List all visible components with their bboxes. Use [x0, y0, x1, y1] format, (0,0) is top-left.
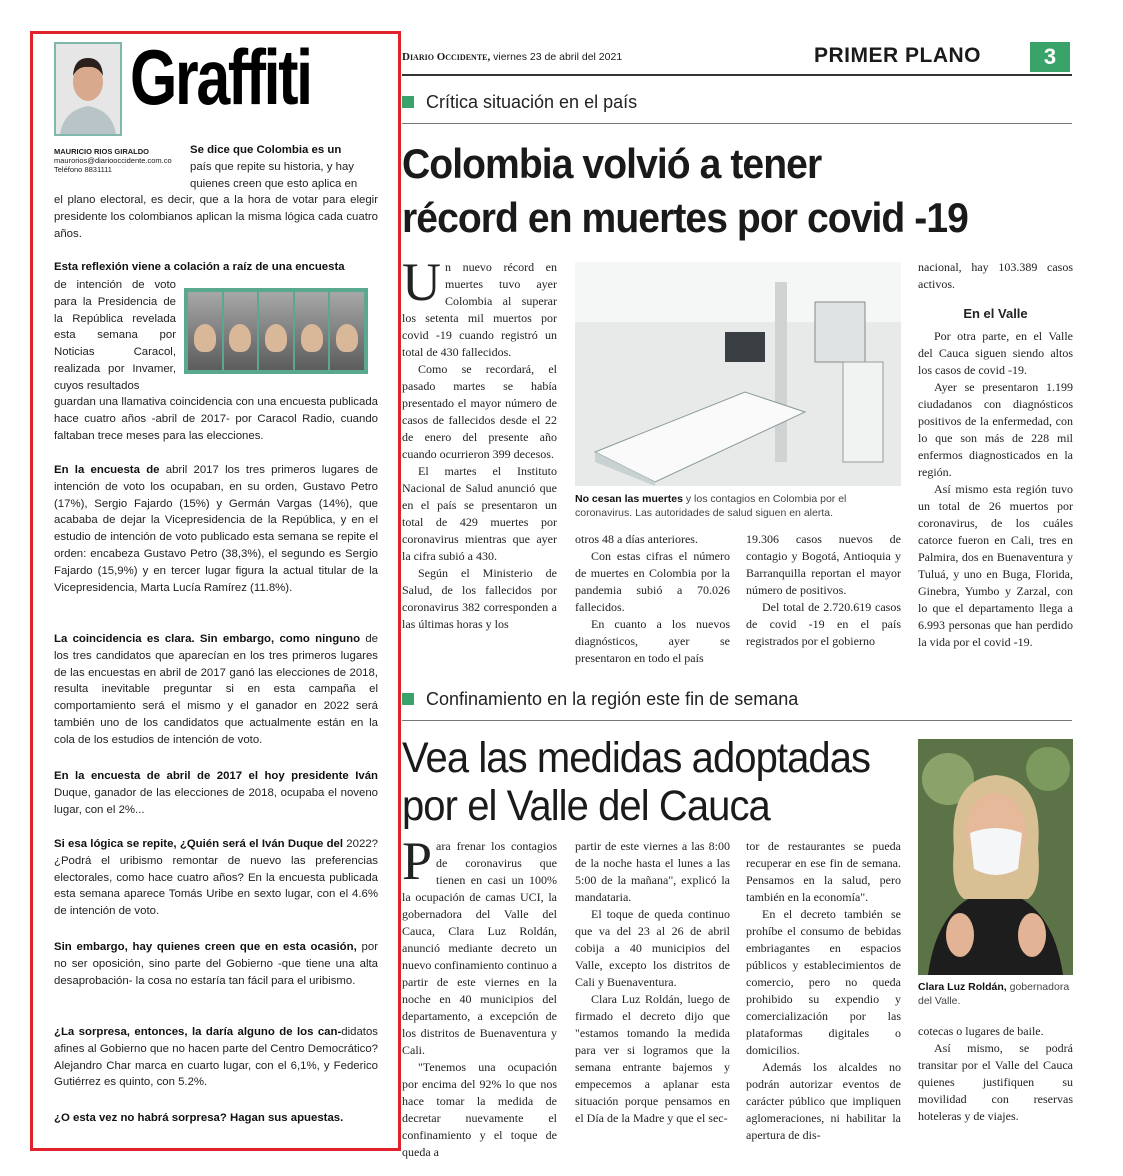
candidates-photo-strip: [184, 288, 368, 374]
story2-kicker: Confinamiento en la región este fin de semana: [402, 689, 798, 710]
story2-column-3: tor de restaurantes se pueda recuperar en ese fin de semana. Pensamos en la salud, pero también en la economía". En el decreto también se prohíbe el consumo de bebidas embriagantes en espacios públicos y establecimientos de comercio, pero no queda prohibido su expendio y comercialización por las plataformas digitales o domicilios. Además los alcaldes no podrán autorizar eventos de carácter público que impliquen aglomeraciones, ni habilitar la apertura de dis-: [746, 839, 901, 1142]
author-phone: Teléfono 8831111: [54, 165, 112, 174]
candidate-photo: [295, 292, 329, 370]
story2-column-1: Para frenar los contagios de coronavirus que tienen en casi un 100% la ocupación de camas UCI, la gobernadora del Valle del Cauca, Clara Luz Roldán, anunció mediante decreto un nuevo confinamiento continuo a partir de este viernes en la noche en 40 municipios del departamento, a excepción de los distritos de Buenaventura y Cali. "Tenemos una ocupación por encima del 92% lo que nos hace tomar la medida de decretar nuevamente el confinamiento y el toque de queda a: [402, 831, 557, 1159]
dropcap: P: [402, 831, 433, 891]
author-info: [54, 147, 184, 174]
photo-caption-2: Clara Luz Roldán, gobernadora del Valle.: [918, 981, 1070, 1007]
story2-column-2: partir de este viernes a las 8:00 de la noche hasta el lunes a las 5:00 de la mañana", explicó la mandataria. El toque de queda continuo que va del 23 al 26 de abril cobija a 40 municipios del Valle, excepto los distritos de Cali y Buenaventura. Clara Luz Roldán, luego de firmado el decreto dijo que "estamos tomando la medida para ver si logramos que la semana entrante bajemos y empecemos a aplanar esta situación porque pensamos en el Día de la Madre y que el sec-: [575, 839, 730, 1125]
story1-column-2: otros 48 a días anteriores. Con estas cifras el número de muertes en Colombia por la pandemia subió a 70.026 fallecidos. En cuanto a los nuevos diagnósticos, ayer se presentaron en todo el país: [575, 532, 730, 665]
section-label: PRIMER PLANO: [814, 44, 982, 67]
columnist-portrait: [54, 42, 122, 136]
story1-column-1: Un nuevo récord en muertes tuvo ayer Colombia al superar los setenta mil muertos por covid -19 cuando registró un total de 430 fallecidos. Como se recordará, el pasado martes se había presentado el mayor número de casos de fallecidos desde el 22 de enero del presente año cuando ocurrieron 399 decesos. El martes el Instituto Nacional de Salud anunció que en el país se presentaron un total de 429 muertes por coronavirus mientras que ayer la cifra subió a 430. Según el Ministerio de Salud, de los fallecidos por coronavirus 382 corresponden a las últimas horas y los: [402, 252, 557, 631]
kicker-rule: [402, 720, 1072, 721]
graffiti-paragraph-8: ¿La sorpresa, entonces, la daría alguno de los can-didatos afines al Gobierno que no hacen parte del Centro Democrático? Alejandro Char marca en cuarto lugar, con el 6,1%, y Federico Gutiérrez es quinto, con 5.2%.: [54, 1026, 378, 1089]
graffiti-paragraph-2-wrap: de intención de voto para la Presidencia de la República revelada esta semana por Noticias Caracol, realizada por Invamer, cuyos resultados: [54, 279, 176, 392]
kicker-rule: [402, 123, 1072, 124]
photo-caption-1: No cesan las muertes y los contagios en Colombia por el coronavirus. Las autoridades de salud siguen en alerta.: [575, 493, 847, 519]
candidate-photo: [330, 292, 364, 370]
column-title: Graffiti: [130, 33, 311, 121]
masthead: [402, 51, 622, 63]
graffiti-closing: ¿O esta vez no habrá sorpresa? Hagan sus apuestas.: [54, 1112, 344, 1124]
graffiti-paragraph-1-end: el plano electoral, es decir, que a la hora de votar para elegir presidente los colombianos aplican la misma lógica cada cuatro años.: [54, 194, 378, 240]
story1-column-4: nacional, hay 103.389 casos activos. En el Valle Por otra parte, en el Valle del Cauca siguen siendo altos los casos de covid -19. Ayer se presentaron 1.199 ciudadanos con diagnósticos positivos de la enfermedad, con lo que son más de 228 mil enfermos diagnosticados en la región. Así mismo esta región tuvo un total de 26 muertos por coronavirus, de los cuáles catorce fueron en Cali, tres en Palmira, dos en Buenaventura y Tuluá, y uno en Buga, Florida, Ginebra, Yumbo y Zarzal, con lo que el departamento llega a 6.993 personas que han perdido la vida por el covid -19.: [918, 260, 1073, 649]
issue-date: viernes 23 de abril del 2021: [490, 51, 623, 63]
candidate-photo: [188, 292, 222, 370]
graffiti-paragraph-4: La coincidencia es clara. Sin embargo, como ninguno de los tres candidatos que aparecían en los tres primeros lugares de las encuestas en abril de 2017 ganó las elecciones de 2018, resulta inevitable preguntar si en esta campaña el comportamiento será el mismo y el ganador en 2022 será también uno de los candidatos que actualmente están en la cola de los estudios de intención de voto.: [54, 633, 378, 746]
graffiti-paragraph-6: Si esa lógica se repite, ¿Quién será el Iván Duque del 2022? ¿Podrá el uribismo remontar de nuevo las preferencias electorales, como hace cuatro años? En la encuesta publicada esta semana aparece Tomás Uribe en sexto lugar, con el 4.6% de intención de voto.: [54, 838, 378, 918]
story2-column-4: cotecas o lugares de baile. Así mismo, se podrá transitar por el Valle del Cauca quienes justifiquen su movilidad con reservas hoteleras y de viajes.: [918, 1024, 1073, 1123]
author-email[interactable]: maurorios@diariooccidente.com.co: [54, 156, 172, 165]
graffiti-paragraph-5: En la encuesta de abril de 2017 el hoy presidente Iván Duque, ganador de las elecciones de 2018, ocupaba el noveno lugar, con el 2%...: [54, 770, 378, 816]
author-name: MAURICIO RIOS GIRALDO: [54, 147, 149, 156]
graffiti-paragraph-2-end: guardan una llamativa coincidencia con una encuesta publicada hace cuatro años -abril de 2017- por Caracol Radio, cuando faltaban trece meses para las elecciones.: [54, 396, 378, 442]
icu-room-photo: [575, 262, 901, 486]
dropcap: U: [402, 252, 441, 312]
story1-column-3: 19.306 casos nuevos de contagio y Bogotá, Antioquia y Barranquilla reportan el mayor número de positivos. Del total de 2.720.619 casos de covid -19 en el país registrados por el gobierno: [746, 532, 901, 648]
header-rule: [402, 74, 1072, 76]
candidate-photo: [259, 292, 293, 370]
kicker-square-icon: [402, 693, 414, 705]
paragraph-lead: Se dice que Colombia es un: [190, 144, 342, 156]
story1-headline-line1: Colombia volvió a tener: [402, 140, 822, 187]
story1-subhead: En el Valle: [963, 306, 1028, 321]
newspaper-name: Diario Occidente,: [402, 51, 491, 63]
story2-headline-line2: por el Valle del Cauca: [402, 782, 770, 830]
story1-kicker: Crítica situación en el país: [402, 92, 637, 113]
story2-headline-line1: Vea las medidas adoptadas: [402, 734, 871, 782]
page-number: 3: [1030, 42, 1070, 72]
graffiti-paragraph-2-lead: Esta reflexión viene a colación a raíz de una encuesta: [54, 261, 345, 273]
candidate-photo: [224, 292, 258, 370]
graffiti-paragraph-3: En la encuesta de abril 2017 los tres primeros lugares de intención de voto los ocupaban, en su orden, Gustavo Petro (17%), Sergio Fajardo (15%) y Germán Vargas (14%), que acababa de dejar la Vicepresidencia de la República, y en el estudio de intención de voto publicado esta semana se repite el orden: encabeza Gustavo Petro (38,3%), el segundo es Sergio Fajardo (15,9%) y en tercer lugar figura la actual titular de la Vicepresidencia, Marta Lucía Ramírez (11.8%).: [54, 464, 378, 594]
graffiti-paragraph-1-intro: Se dice que Colombia es un país que repite su historia, y hay quienes creen que esto aplica en: [190, 144, 358, 190]
kicker-square-icon: [402, 96, 414, 108]
graffiti-paragraph-7: Sin embargo, hay quienes creen que en esta ocasión, por no ser oposición, sino parte del Gobierno -que tiene una alta desaprobación- la cosa no estaría tan fácil para el uribismo.: [54, 941, 378, 987]
story1-headline-line2: récord en muertes por covid -19: [402, 194, 968, 241]
governor-photo: [918, 739, 1073, 975]
